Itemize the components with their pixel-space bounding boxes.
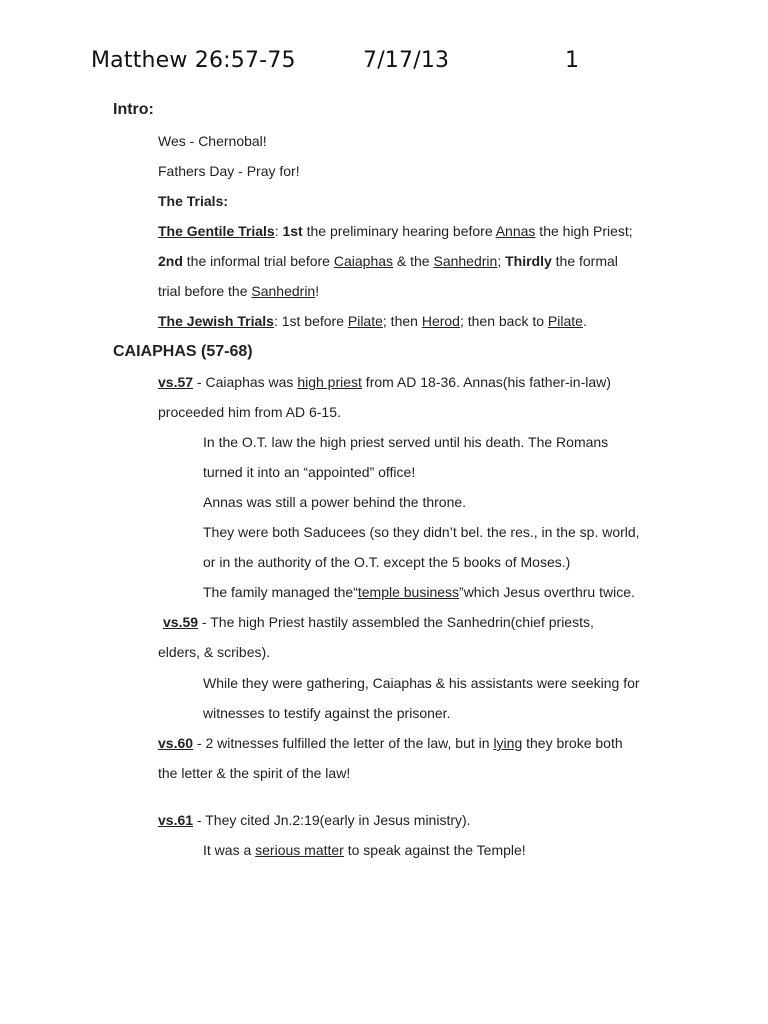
- vs59-ref: vs.59: [163, 614, 199, 630]
- annas-link: Annas: [495, 223, 536, 239]
- note-57-6: The family managed the“temple business”which Jesus overthru twice.: [203, 584, 635, 600]
- caiaphas-heading: CAIAPHAS (57-68): [113, 343, 253, 360]
- vs60-line-2: the letter & the spirit of the law!: [158, 765, 351, 781]
- note-59-2: witnesses to testify against the prisoner.: [203, 705, 451, 721]
- note-61-1: It was a serious matter to speak against the Temple!: [203, 842, 526, 858]
- document-reference: Matthew 26:57-75: [91, 48, 296, 73]
- intro-heading: Intro:: [113, 101, 154, 118]
- jewish-trials-label: The Jewish Trials: [158, 313, 274, 329]
- intro-line-1: Wes - Chernobal!: [158, 133, 267, 149]
- note-57-5: or in the authority of the O.T. except the 5 books of Moses.): [203, 554, 571, 570]
- note-59-1: While they were gathering, Caiaphas & his assistants were seeking for: [203, 675, 640, 691]
- vs57-line-2: proceeded him from AD 6-15.: [158, 404, 341, 420]
- note-57-3: Annas was still a power behind the throne.: [203, 494, 467, 510]
- intro-line-2: Fathers Day - Pray for!: [158, 163, 300, 179]
- vs61-line-1: vs.61 - They cited Jn.2:19(early in Jesus ministry).: [158, 812, 471, 828]
- vs59-line-2: elders, & scribes).: [158, 644, 271, 660]
- vs60-line-1: vs.60 - 2 witnesses fulfilled the letter of the law, but in lying they broke both: [158, 735, 623, 751]
- gentile-trials-label: The Gentile Trials: [158, 223, 275, 239]
- document-date: 7/17/13: [363, 48, 450, 73]
- trials-heading: [158, 192, 228, 210]
- vs57-ref: vs.57: [158, 374, 194, 390]
- note-57-1: In the O.T. law the high priest served until his death. The Romans: [203, 434, 609, 450]
- vs60-ref: vs.60: [158, 735, 194, 751]
- trials-heading-text: The Trials:: [158, 193, 229, 209]
- jewish-trials-line: The Jewish Trials: 1st before Pilate; then Herod; then back to Pilate.: [158, 313, 587, 329]
- page-number: 1: [565, 48, 580, 73]
- vs57-line-1: vs.57 - Caiaphas was high priest from AD 18-36. Annas(his father-in-law): [158, 374, 611, 390]
- note-57-4: They were both Saducees (so they didn’t bel. the res., in the sp. world,: [203, 524, 640, 540]
- note-57-2: turned it into an “appointed” office!: [203, 464, 416, 480]
- gentile-trials-line-1: The Gentile Trials: 1st the preliminary hearing before Annas the high Priest;: [158, 223, 633, 239]
- vs61-ref: vs.61: [158, 812, 194, 828]
- vs59-line-1: vs.59 - The high Priest hastily assembled the Sanhedrin(chief priests,: [163, 614, 594, 630]
- gentile-trials-line-3: trial before the Sanhedrin!: [158, 283, 320, 299]
- gentile-trials-line-2: 2nd the informal trial before Caiaphas & the Sanhedrin; Thirdly the formal: [158, 253, 618, 269]
